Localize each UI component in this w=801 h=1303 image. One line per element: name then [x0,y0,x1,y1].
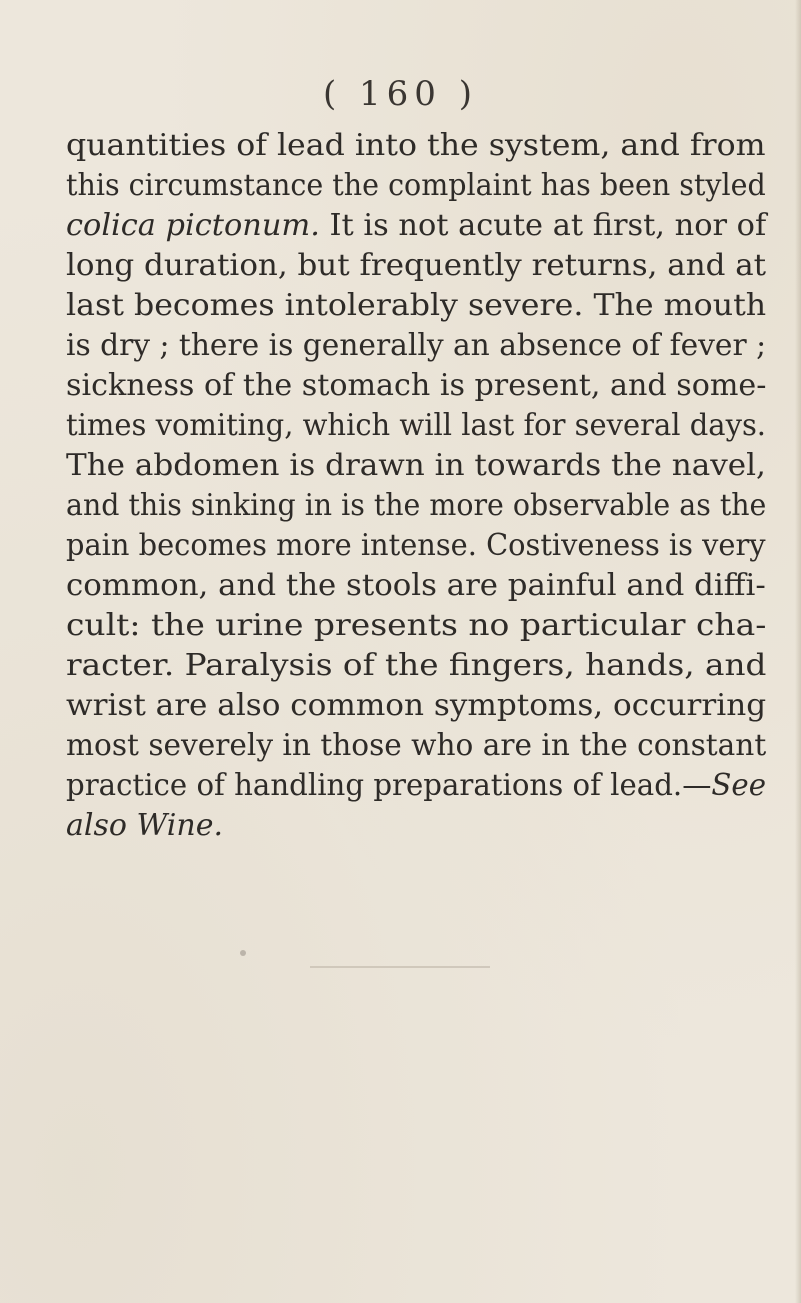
end-rule [310,966,490,968]
text-line-3 [66,206,766,246]
text-line-3-rest: It is not acute at first, nor of [319,208,767,243]
paper-speck [240,950,246,956]
see-reference: See [711,768,767,803]
text-line-17 [66,766,766,806]
text-line-7: sickness of the stomach is present, and some- [66,368,767,403]
text-line-8: times vomiting, which will last for several days. [66,408,767,443]
cross-reference: also Wine. [66,808,223,843]
text-line-12: common, and the stools are painful and diffi- [66,568,766,603]
text-line-9: The abdomen is drawn in towards the navel, [66,448,766,483]
text-line-15: wrist are also common symptoms, occurring [66,688,767,723]
page-edge-shadow [795,0,801,1303]
latin-term: colica pictonum. [66,208,320,243]
text-line-2: this circumstance the complaint has been styled [66,168,766,203]
text-line-17-main: practice of handling preparations of lead.— [66,768,712,803]
text-line-5: last becomes intolerably severe. The mouth [66,288,767,323]
text-line-10: and this sinking in is the more observable as the [66,488,767,523]
text-line-13: cult: the urine presents no particular cha- [66,608,767,643]
text-line-14: racter. Paralysis of the fingers, hands, and [66,648,767,683]
text-line-16: most severely in those who are in the constant [66,728,767,763]
text-line-11: pain becomes more intense. Costiveness is very [66,528,766,563]
text-line-1: quantities of lead into the system, and from [66,128,766,163]
text-line-18 [66,806,223,846]
page-number: ( 160 ) [322,74,479,114]
text-line-4: long duration, but frequently returns, and at [66,248,767,283]
text-line-6: is dry ; there is generally an absence of fever ; [66,328,767,363]
